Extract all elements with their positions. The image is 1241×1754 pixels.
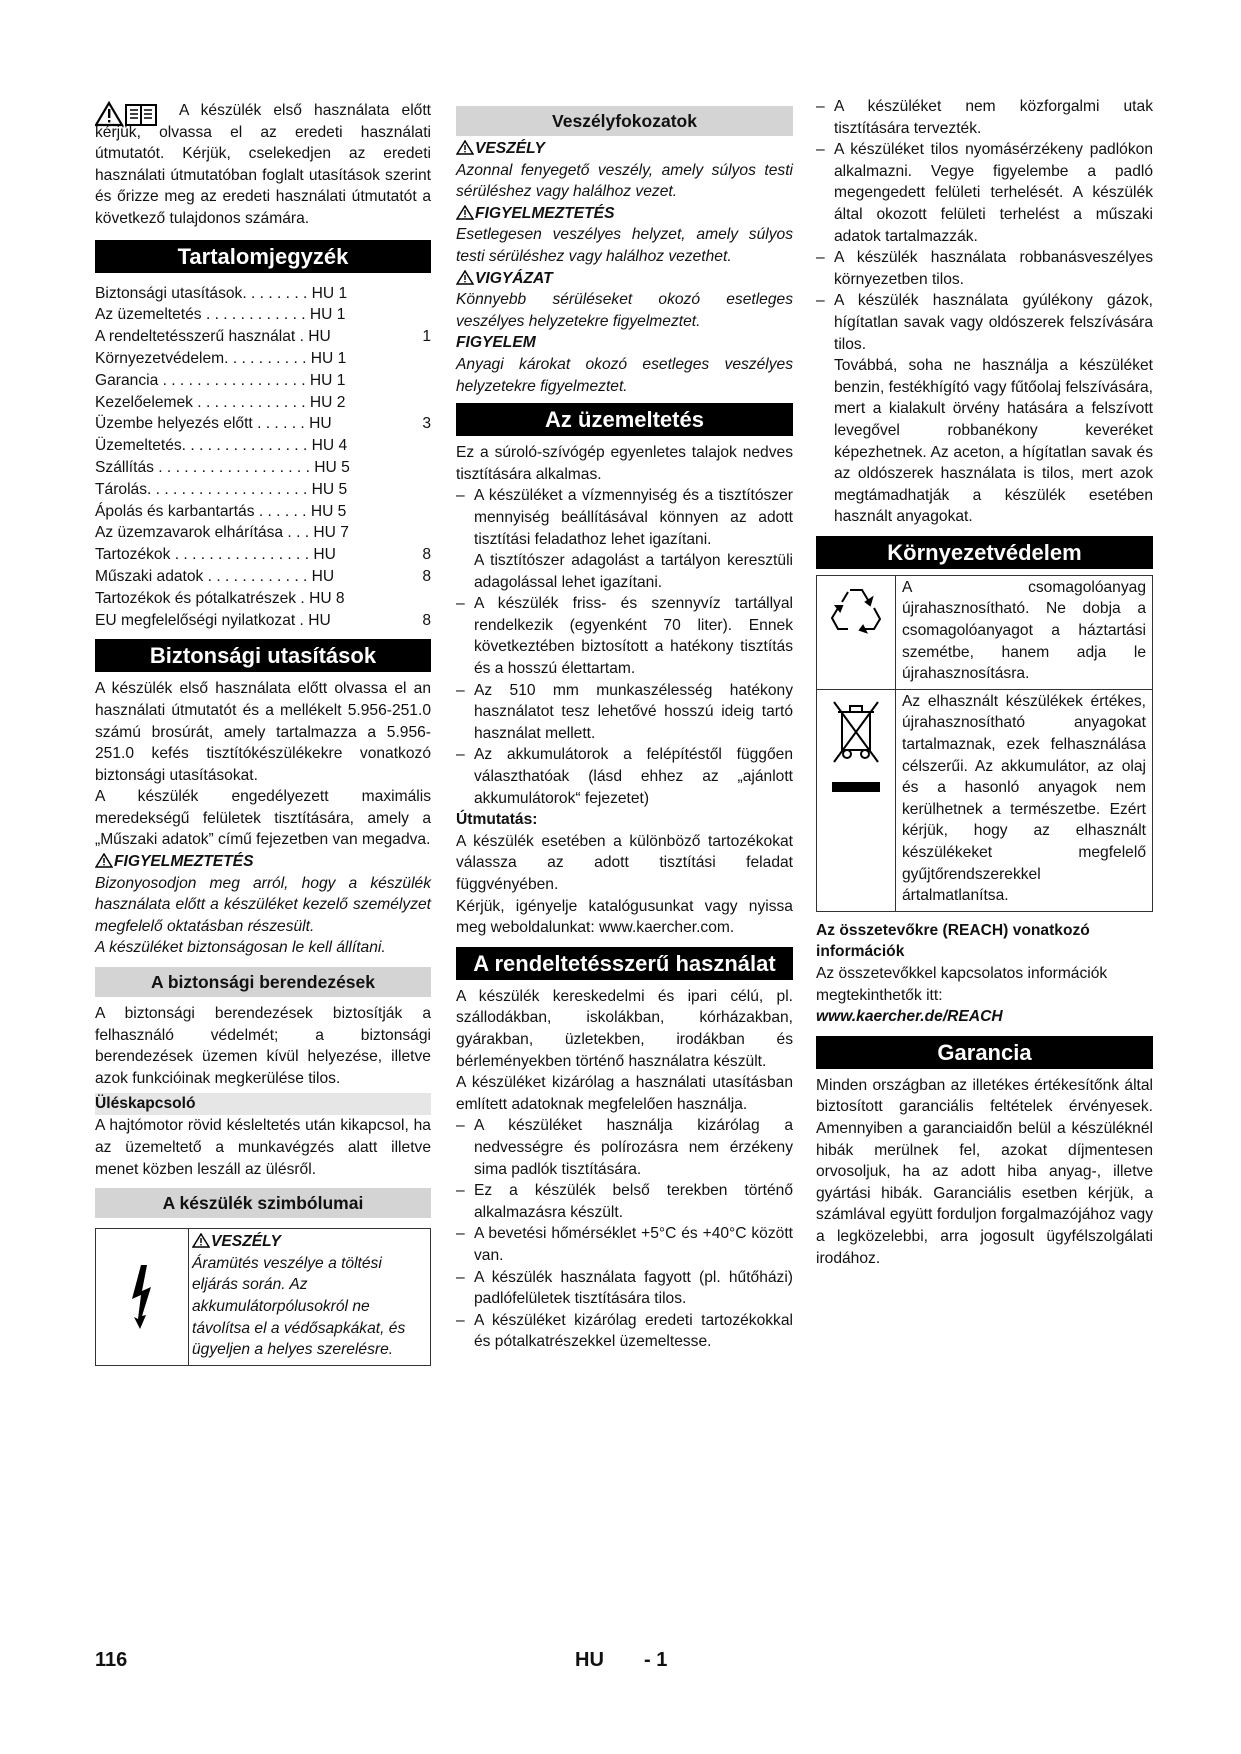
toc-item[interactable]: Tartozékok . . . . . . . . . . . . . . . . HU 8 — [95, 546, 431, 564]
warning-heading: FIGYELMEZTETÉS — [456, 203, 793, 225]
warning-icon — [95, 853, 113, 868]
operation-bullet: – A készülék friss- és szennyvíz tartállyal rendelkezik (egyenként 70 liter). Ennek következtében biztosított a hatékony tisztítás és a hosszú élettartam. — [456, 595, 793, 678]
operation-bullet: – Az 510 mm munkaszélesség hatékony használatot tesz lehetővé hosszú ideig tartó használat mellett. — [456, 681, 793, 742]
warning-icon — [456, 140, 474, 155]
intended-bullet: – A készülék használata robbanásveszélyes környezetben tilos. — [816, 249, 1153, 288]
toc-item[interactable]: Garancia . . . . . . . . . . . . . . . . . HU 1 — [95, 371, 346, 389]
symbols-table — [95, 1228, 431, 1366]
weee-row — [817, 689, 1152, 911]
weee-text: Az elhasznált készülékek értékes, újrahasznosítható anyagokat tartalmaznak, ezek felhasználása célszerűi. Az akkumulátor, az olaj és a hasonló anyagok nem kerülhetnek a természetbe. Ezért kérjük, hogy az elhasznált készülékeket megfelelő gyűjtőrendszerekkel ártalmatlanítsa. — [902, 692, 1146, 905]
footer-lang: HU — [575, 1649, 604, 1671]
recycle-text: A csomagolóanyag újrahasznosítható. Ne dobja a csomagolóanyagot a háztartási szemétbe, hanem adja le újrahasznosításra. — [902, 578, 1146, 683]
operation-bullet-cont: A tisztítószer adagolást a tartályon keresztüli adagolással lehet igazítani. — [474, 552, 793, 591]
reach-link[interactable]: www.kaercher.de/REACH — [816, 1008, 1003, 1026]
toc-item[interactable]: Biztonsági utasítások. . . . . . . . HU 1 — [95, 284, 348, 302]
warranty-text: Minden országban az illetékes értékesítőnk által biztosított garanciális feltételek érvényesek. Amennyiben a garanciaidőn belül a készüléknél hibák merülnek fel, azokat díjmentesen orvosoljuk, ha az adott hiba anyag-, illetve gyártási hibák. Garanciális esetben kérjük, a számlával együtt forduljon forgalmazójához vagy a legközelebbi, arra jogosult ügyfélszolgálati irodához. — [816, 1076, 1153, 1267]
intended-p1: A készülék kereskedelmi és ipari célú, pl. szállodákban, iskolákban, kórházakban, gyárakban, üzletekben, irodákban és bérleményekben történő használatra készült. — [456, 987, 793, 1070]
toc-item[interactable]: Kezelőelemek . . . . . . . . . . . . . HU 2 — [95, 393, 346, 411]
safety-devices-text: A biztonsági berendezések biztosítják a felhasználó védelmét; a biztonsági berendezések üzemen kívül helyezése, illetve azok funkcióinak megkerülése tilos. — [95, 1005, 431, 1087]
operation-title: Az üzemeltetés — [456, 403, 793, 436]
safety-warning-text-2: A készüléket biztonságosan le kell állítani. — [95, 939, 386, 957]
toc-item[interactable]: Tartozékok és pótalkatrészek . HU 8 — [95, 589, 345, 607]
intro-block — [95, 100, 431, 230]
toc-item[interactable]: Az üzemeltetés . . . . . . . . . . . . HU 1 — [95, 306, 346, 324]
safety-p1: A készülék első használata előtt olvassa el an használati útmutatót és a mellékelt 5.956-251.0 számú brosúrát, amely tartalmazza a 5.956-251.0 kefés tisztítókészülékekre vonatkozó biztonsági utasításokat. — [95, 680, 431, 784]
notice-text: Anyagi károkat okozó esetleges veszélyes helyzetekre figyelmeztet. — [456, 355, 793, 395]
reach-text: Az összetevőkkel kapcsolatos információk megtekinthetők itt: — [816, 964, 1108, 1004]
intended-bullet: – A készüléket tilos nyomásérzékeny padlókon alkalmazni. Vegye figyelembe a padló megengedett felületi terhelését. A készülék által okozott felületi terhelést a műszaki adatok tartalmazzák. — [816, 141, 1153, 245]
symbol-cell — [96, 1229, 189, 1365]
danger-heading: VESZÉLY — [456, 138, 793, 160]
safety-title: Biztonsági utasítások — [95, 639, 431, 672]
environment-title: Környezetvédelem — [816, 536, 1153, 569]
intended-use-title: A rendeltetésszerű használat — [456, 947, 793, 980]
toc-item[interactable]: Műszaki adatok . . . . . . . . . . . . HU 8 — [95, 567, 431, 585]
intended-bullet: – A készüléket nem közforgalmi utak tisztítására tervezték. — [816, 98, 1153, 137]
operation-bullet: – A készüléket a vízmennyiség és a tisztítószer mennyiség beállításával könnyen az adott tisztítási feladathoz lehet igazítani. — [456, 487, 793, 548]
safety-devices-title: A biztonsági berendezések — [95, 967, 431, 997]
recycle-row — [817, 576, 1152, 689]
seat-switch-title: Üléskapcsoló — [95, 1093, 431, 1115]
lightning-icon — [129, 1265, 155, 1329]
footer-page-suffix: - 1 — [644, 1649, 668, 1671]
recycle-icon — [830, 584, 882, 636]
operation-bullet: – Az akkumulátorok a felépítéstől függően választhatóak (lásd ehhez az „ajánlott akkumulátorok“ fejezetet) — [456, 746, 793, 807]
column-middle — [456, 100, 793, 1353]
symbol-danger-text: Áramütés veszélye a töltési eljárás során. Az akkumulátorpólusokról ne távolítsa el a védősapkákat, és ügyeljen a helyes szerelésre. — [192, 1254, 406, 1359]
toc-item[interactable]: Ápolás és karbantartás . . . . . . HU 5 — [95, 502, 347, 520]
danger-text: Azonnal fenyegető veszély, amely súlyos testi sérüléshez vagy halálhoz vezet. — [456, 161, 793, 201]
safety-warning-text: Bizonyosodjon meg arról, hogy a készülék használata előtt a készüléket kezelő személyzet megfelelő oktatásban részesült. — [95, 874, 431, 935]
toc-item[interactable]: EU megfelelőségi nyilatkozat . HU 8 — [95, 611, 431, 629]
intended-bullet: – A készülék használata gyúlékony gázok, hígítatlan savak vagy oldószerek felszívására tilos. — [816, 292, 1153, 353]
warning-text: Esetlegesen veszélyes helyzet, amely súlyos testi sérüléshez vagy halálhoz vezethet. — [456, 226, 793, 265]
crossed-bin-icon — [828, 698, 884, 798]
operation-p1: Ez a súroló-szívógép egyenletes talajok nedves tisztítására alkalmas. — [456, 444, 793, 483]
intended-bullet: – A készülék használata fagyott (pl. hűtőházi) padlófelületek tisztítására tilos. — [456, 1268, 793, 1308]
intro-text: A készülék első használata előtt kérjük, olvassa el az eredeti használati útmutatót. Kérjük, cselekedjen az eredeti használati útmutatóban foglalt utasítások szerint és őrizze meg az eredeti használati útmutatót a következő tulajdonos számára. — [95, 102, 431, 227]
toc-item[interactable]: Környezetvédelem. . . . . . . . . . HU 1 — [95, 349, 347, 367]
toc-item[interactable]: Üzembe helyezés előtt . . . . . . HU 3 — [95, 415, 431, 433]
toc-list — [95, 283, 431, 632]
toc-title: Tartalomjegyzék — [95, 240, 431, 273]
warning-icon — [192, 1233, 210, 1248]
caution-text: Könnyebb sérüléseket okozó esetleges veszélyes helyzetekre figyelmeztet. — [456, 291, 793, 330]
note-title: Útmutatás: — [456, 811, 538, 829]
toc-item[interactable]: Tárolás. . . . . . . . . . . . . . . . . . . HU 5 — [95, 480, 348, 498]
toc-item[interactable]: Az üzemzavarok elhárítása . . . HU 7 — [95, 524, 349, 542]
warning-manual-icon — [95, 101, 167, 127]
note-text-2: Kérjük, igényelje katalógusunkat vagy nyissa meg weboldalunkat: www.kaercher.com. — [456, 897, 793, 937]
column-right — [816, 96, 1153, 1269]
recycle-cell — [817, 576, 896, 689]
intro-icons — [95, 101, 167, 127]
column-left — [95, 100, 431, 1366]
toc-item[interactable]: A rendeltetésszerű használat . HU 1 — [95, 328, 431, 346]
caution-heading: VIGYÁZAT — [456, 268, 793, 290]
warning-icon — [456, 205, 474, 220]
safety-warning-heading: FIGYELMEZTETÉS — [95, 851, 431, 873]
toc-item[interactable]: Szállítás . . . . . . . . . . . . . . . . . . HU 5 — [95, 458, 350, 476]
environment-table — [816, 575, 1153, 912]
warning-icon — [456, 270, 474, 285]
intended-bullet: – A bevetési hőmérséklet +5°C és +40°C között van. — [456, 1225, 793, 1264]
seat-switch-text: A hajtómotor rövid késleltetés után kikapcsol, ha az üzemeltető a munkavégzés alatt illetve menet közben leszáll az ülésről. — [95, 1117, 431, 1178]
symbol-text-cell — [189, 1229, 430, 1365]
note-text-1: A készülék esetében a különböző tartozékokat válassza az adott tisztítási feladat függvényében. — [456, 832, 793, 893]
page-number: 116 — [95, 1649, 128, 1671]
reach-title: Az összetevőkre (REACH) vonatkozó információk — [816, 921, 1090, 961]
hazard-title: Veszélyfokozatok — [456, 106, 793, 136]
intended-p2: A készüléket kizárólag a használati utasításban említett adatoknak megfelelően használja. — [456, 1074, 793, 1113]
intended-bullet: – Ez a készülék belső terekben történő alkalmazásra készült. — [456, 1182, 793, 1221]
intended-bullet-cont: Továbbá, soha ne használja a készüléket benzin, festékhígító vagy fűtőolaj felszívására, mert a kialakult örvény hatására a felszívott levegővel robbanékony keveréket képezhetnek. Az aceton, a hígítatlan savak és az oldószerek használata is tilos, mert azok megtámadhatják a készülék esetében használt anyagokat. — [834, 357, 1153, 526]
intended-bullet: – A készüléket kizárólag eredeti tartozékokkal és pótalkatrészekkel üzemeltesse. — [456, 1311, 793, 1351]
weee-cell — [817, 690, 896, 911]
symbols-title: A készülék szimbólumai — [95, 1188, 431, 1218]
safety-p2: A készülék engedélyezett maximális meredekségű felületek tisztítására, amely a „Műszaki adatok” című fejezetben van megadva. — [95, 788, 431, 849]
symbol-danger-heading: VESZÉLY — [192, 1231, 426, 1253]
toc-item[interactable]: Üzemeltetés. . . . . . . . . . . . . . . HU 4 — [95, 437, 348, 455]
warranty-title: Garancia — [816, 1036, 1153, 1069]
notice-heading: FIGYELEM — [456, 334, 536, 352]
intended-bullet: – A készüléket használja kizárólag a nedvességre és polírozásra nem érzékeny sima padlók tisztítására. — [456, 1117, 793, 1178]
